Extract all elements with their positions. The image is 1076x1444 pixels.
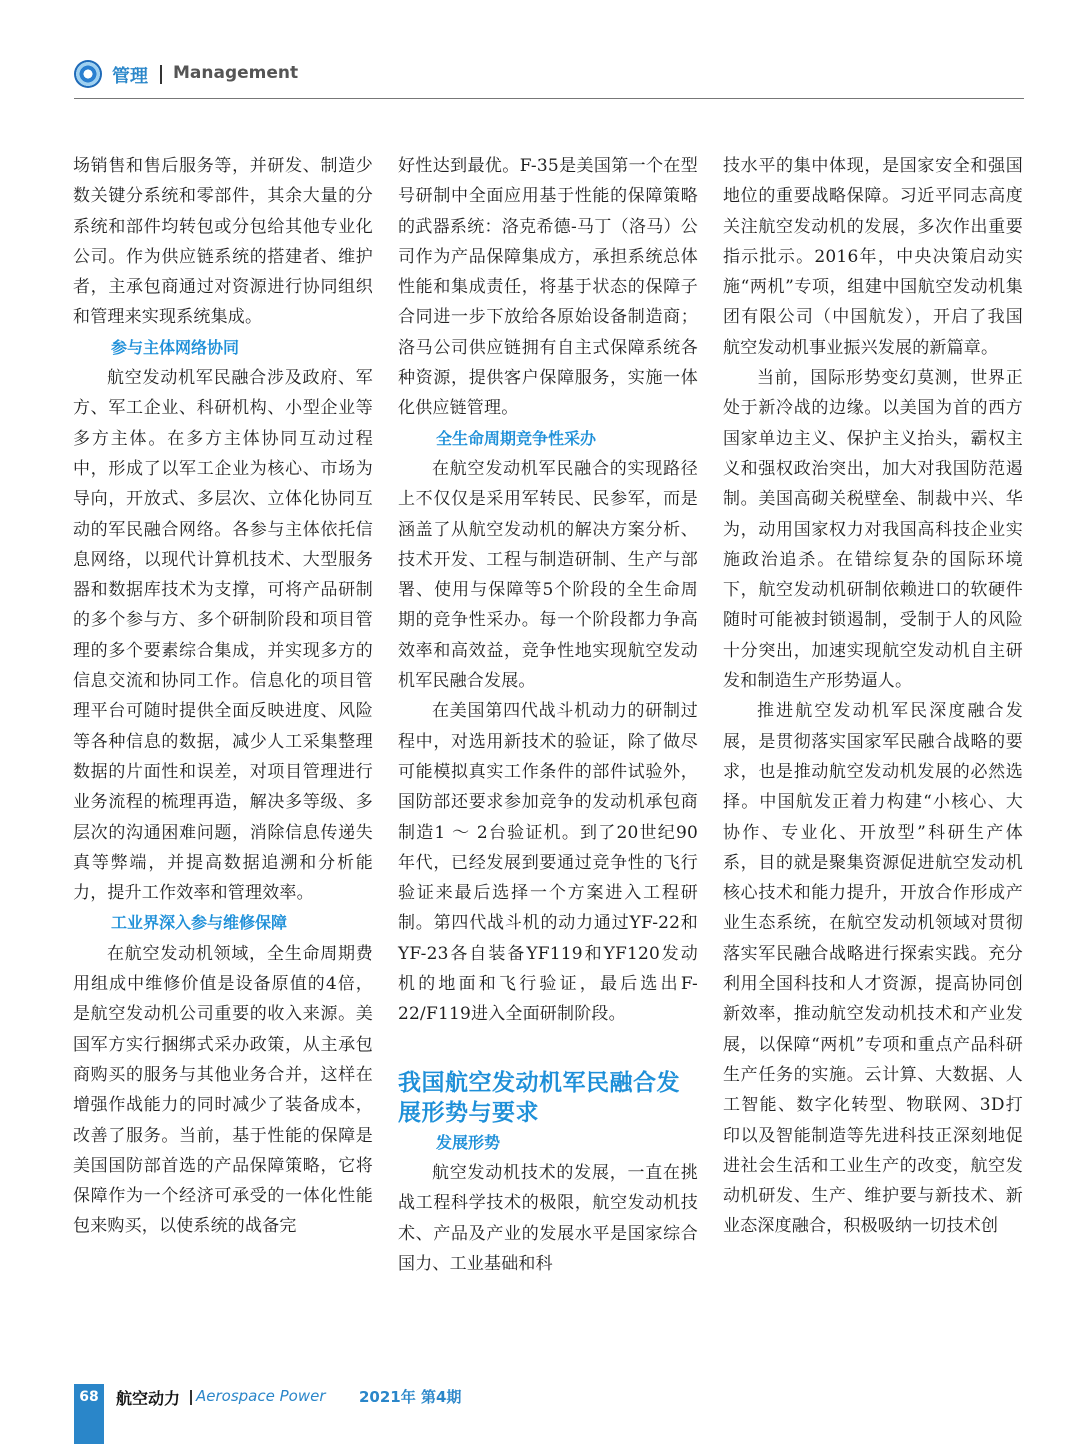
page-number: 68 xyxy=(79,1389,99,1405)
footer-divider xyxy=(190,1390,192,1405)
body-paragraph: 在美国第四代战斗机动力的研制过程中，对选用新技术的验证，除了做尽可能模拟真实工作条件的部件试验外，国防部还要求参加竞争的发动机承包商制造1 ～ 2台验证机。到了20世纪90年代，已经发展到要通过竞争性的飞行验证来最后选择一个方案进入工程研制。第四代战斗机的动力通过YF-22和YF-23各自装备YF119和YF120发动机的地面和飞行验证，最后选出F-22/F119进入全面研制阶段。 xyxy=(398,701,698,1025)
subsection-heading: 全生命周期竞争性采办 xyxy=(436,428,597,448)
subsection-heading: 工业界深入参与维修保障 xyxy=(111,913,288,933)
body-paragraph: 航空发动机技术的发展，一直在挑战工程科学技术的极限，航空发动机技术、产品及产业的发展水平是国家综合国力、工业基础和科 xyxy=(398,1162,698,1274)
body-paragraph: 好性达到最优。F-35是美国第一个在型号研制中全面应用基于性能的保障策略的武器系统：洛克希德-马丁（洛马）公司作为产品保障集成方，承担系统总体性能和集成责任，将基于状态的保障子合同进一步下放给各原始设备制造商；洛马公司供应链拥有自主式保障系统各种资源，提供客户保障服务，实施一体化供应链管理。 xyxy=(398,156,698,419)
article-column-2 xyxy=(398,151,698,1279)
journal-name: 航空动力 xyxy=(116,1389,181,1408)
issue-label: 2021年 第4期 xyxy=(359,1388,462,1406)
article-column-1 xyxy=(73,151,373,1242)
section-title: 管理 xyxy=(112,66,148,87)
page-footer xyxy=(74,1384,1024,1444)
body-paragraph: 场销售和售后服务等，并研发、制造少数关键分系统和零部件，其余大量的分系统和部件均转包或分包给其他专业化公司。作为供应链系统的搭建者、维护者，主承包商通过对资源进行协同组织和管理来实现系统集成。 xyxy=(73,156,373,328)
subsection-heading: 参与主体网络协同 xyxy=(111,337,240,357)
subsection-heading: 发展形势 xyxy=(436,1132,501,1152)
body-paragraph: 航空发动机军民融合涉及政府、军方、军工企业、科研机构、小型企业等多方主体。在多方主体协同互动过程中，形成了以军工企业为核心、市场为导向，开放式、多层次、立体化协同互动的军民融合网络。各参与主体依托信息网络，以现代计算机技术、大型服务器和数据库技术为支撑，可将产品研制的多个参与方、多个研制阶段和项目管理的多个要素综合集成，并实现多方的信息交流和协同工作。信息化的项目管理平台可随时提供全面反映进度、风险等各种信息的数据，减少人工采集整理数据的片面性和误差，对项目管理进行业务流程的梳理再造，解决多等级、多层次的沟通困难问题，消除信息传递失真等弊端，并提高数据追溯和分析能力，提升工作效率和管理效率。 xyxy=(73,368,373,904)
header-rule xyxy=(74,98,1024,99)
body-paragraph: 在航空发动机军民融合的实现路径上不仅仅是采用军转民、民参军，而是涵盖了从航空发动机的解决方案分析、技术开发、工程与制造研制、生产与部署、使用与保障等5个阶段的全生命周期的竞争性采办。每一个阶段都力争高效率和高效益，竞争性地实现航空发动机军民融合发展。 xyxy=(398,458,698,692)
body-paragraph: 技水平的集中体现，是国家安全和强国地位的重要战略保障。习近平同志高度关注航空发动机的发展，多次作出重要指示批示。2016年，中央决策启动实施“两机”专项，组建中国航空发动机集团有限公司（中国航发），开启了我国航空发动机事业振兴发展的新篇章。 xyxy=(723,156,1023,358)
body-paragraph: 在航空发动机领域，全生命周期费用组成中维修价值是设备原值的4倍，是航空发动机公司重要的收入来源。美国军方实行捆绑式采办政策，从主承包商购买的服务与其他业务合并，这样在增强作战能力的同时减少了装备成本，改善了服务。当前，基于性能的保障是美国国防部首选的产品保障策略，它将保障作为一个经济可承受的一体化性能包来购买，以使系统的战备完 xyxy=(73,943,373,1237)
article-column-3 xyxy=(723,151,1023,1242)
section-heading: 我国航空发动机军民融合发展形势与要求 xyxy=(398,1069,680,1126)
section-title-en: Management xyxy=(173,63,299,83)
page-number-tab xyxy=(74,1384,104,1444)
body-paragraph: 推进航空发动机军民深度融合发展，是贯彻落实国家军民融合战略的要求，也是推动航空发动机发展的必然选择。中国航发正着力构建“小核心、大协作、专业化、开放型”科研生产体系，目的就是聚集资源促进航空发动机核心技术和能力提升，开放合作形成产业生态系统，在航空发动机领域对贯彻落实军民融合战略进行探索实践。充分利用全国科技和人才资源，提高协同创新效率，推动航空发动机技术和产业发展，以保障“两机”专项和重点产品科研生产任务的实施。云计算、大数据、人工智能、数字化转型、物联网、3D打印以及智能制造等先进科技正深刻地促进社会生活和工业生产的改变，航空发动机研发、生产、维护要与新技术、新业态深度融合，积极吸纳一切技术创 xyxy=(723,701,1023,1237)
journal-name-en: Aerospace Power xyxy=(196,1387,326,1405)
magazine-logo-icon xyxy=(74,60,102,88)
body-paragraph: 当前，国际形势变幻莫测，世界正处于新冷战的边缘。以美国为首的西方国家单边主义、保护主义抬头，霸权主义和强权政治突出，加大对我国防范遏制。美国高砌关税壁垒、制裁中兴、华为，动用国家权力对我国高科技企业实施政治追杀。在错综复杂的国际环境下，航空发动机研制依赖进口的软硬件随时可能被封锁遏制，受制于人的风险十分突出，加速实现航空发动机自主研发和制造生产形势逼人。 xyxy=(723,368,1023,692)
header-divider xyxy=(160,65,162,84)
page-header xyxy=(74,58,1024,100)
